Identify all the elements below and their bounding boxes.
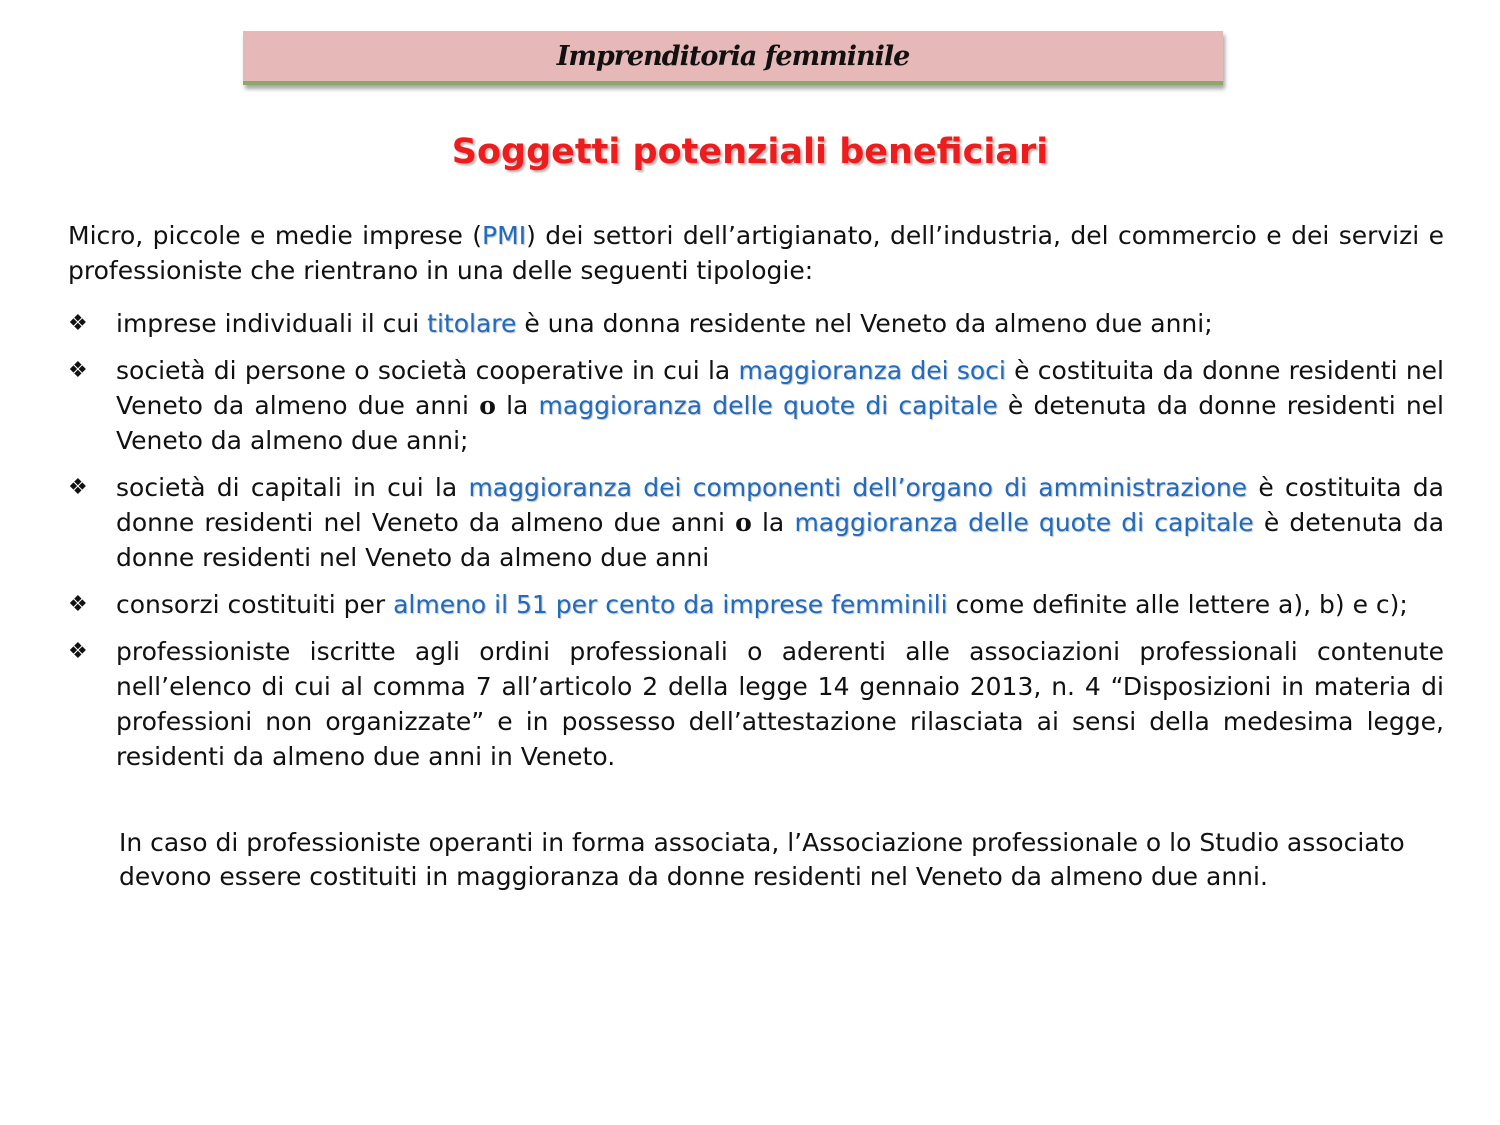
item-text: è costituita da donne residenti nel Veneto da almeno due anni [116,473,1444,537]
diamond-bullet-icon: ❖ [68,639,88,664]
highlight-text: maggioranza dei componenti dell’organo di amministrazione [468,473,1248,502]
bold-conjunction: o [479,391,496,420]
list-item [68,306,1444,341]
item-text: società di persone o società cooperative in cui la [116,356,739,385]
list-item [68,587,1444,622]
list-item [68,470,1444,575]
beneficiary-list [68,306,1444,774]
item-text: imprese individuali il cui [116,309,428,338]
diamond-bullet-icon: ❖ [68,358,88,383]
diamond-bullet-icon: ❖ [68,311,88,336]
highlight-text: titolare [427,309,517,338]
bold-conjunction: o [735,508,752,537]
item-text: è detenuta da donne residenti nel Veneto da almeno due anni; [116,391,1445,455]
note-paragraph: In caso di professioniste operanti in forma associata, l’Associazione professionale o lo Studio associato devono essere costituiti in maggioranza da donne residenti nel Veneto da almeno due anni. [119,828,1405,891]
intro-paragraph [68,218,1444,288]
list-item [68,353,1444,458]
item-text: è costituita da donne residenti nel Veneto da almeno due anni [116,356,1445,420]
header-banner [243,31,1223,85]
item-text: professioniste iscritte agli ordini professionali o aderenti alle associazioni professionali contenute nell’elenco di cui al comma 7 all’articolo 2 della legge 14 gennaio 2013, n. 4 “Disposizioni in materia di professioni non organizzate” e in possesso dell’attestazione rilasciata ai sensi della medesima legge, residenti da almeno due anni in Veneto. [116,637,1444,771]
item-text: è detenuta da donne residenti nel Veneto da almeno due anni [116,508,1445,572]
diamond-bullet-icon: ❖ [68,475,88,500]
highlight-pmi: PMI [482,221,527,250]
highlight-text: almeno il 51 per cento da imprese femminili [393,590,948,619]
header-title: Imprenditoria femminile [556,40,910,72]
item-text: la [751,508,795,537]
item-text: è una donna residente nel Veneto da almeno due anni; [516,309,1213,338]
item-text: società di capitali in cui la [116,473,469,502]
list-item [68,634,1444,774]
diamond-bullet-icon: ❖ [68,592,88,617]
slide-title: Soggetti potenziali beneficiari [451,132,1049,172]
item-text: come definite alle lettere a), b) e c); [947,590,1408,619]
highlight-text: maggioranza dei soci [738,356,1006,385]
slide-content [68,218,1444,786]
intro-text-end: ) dei settori dell’artigianato, dell’industria, del commercio e dei servizi e professioniste che rientrano in una delle seguenti tipologie: [68,221,1445,285]
intro-text: Micro, piccole e medie imprese ( [68,221,483,250]
item-text: la [495,391,539,420]
item-text: consorzi costituiti per [116,590,394,619]
highlight-text: maggioranza delle quote di capitale [538,391,998,420]
highlight-text: maggioranza delle quote di capitale [794,508,1254,537]
